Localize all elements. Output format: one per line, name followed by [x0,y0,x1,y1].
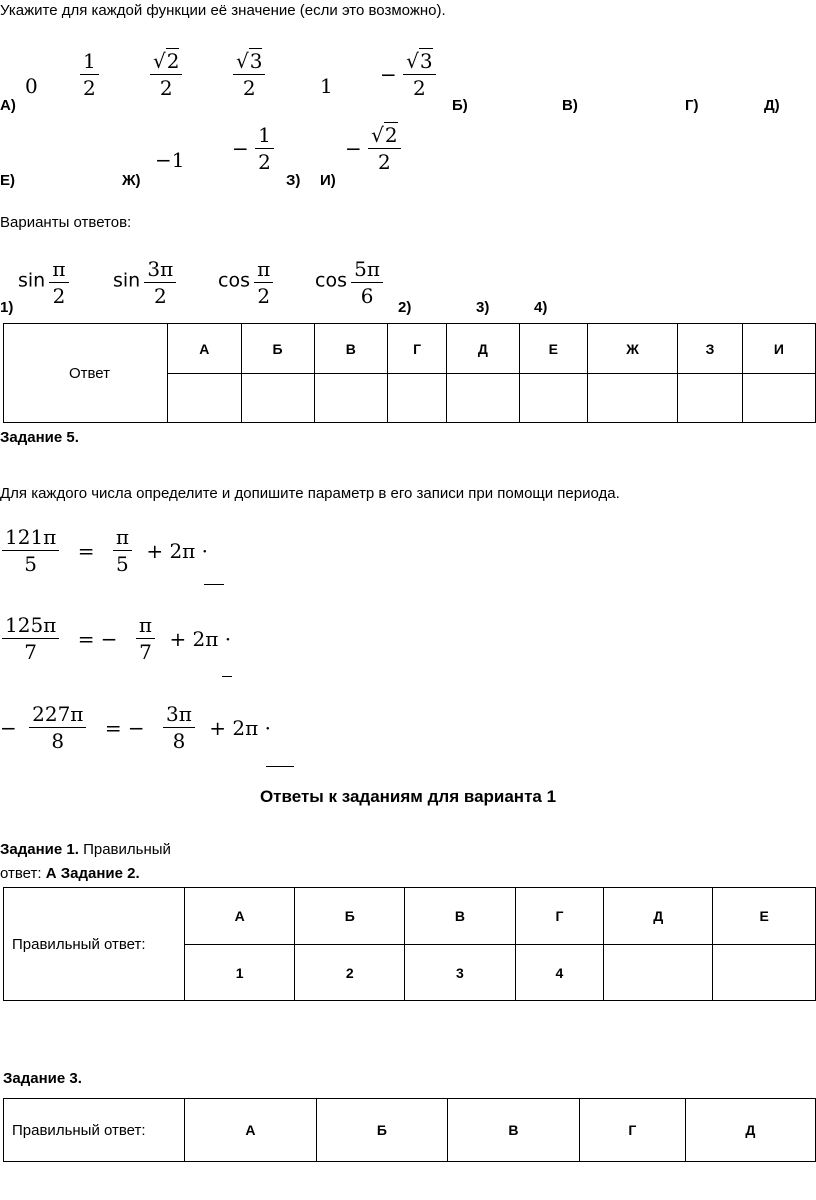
task1-answer-line-2: ответ: А Задание 2. [0,865,140,882]
answer-cell[interactable] [168,374,242,423]
value-neg-sqrt3-over-2: − $\frac{√3}{2}$ [380,48,436,101]
table-header: А [185,888,295,945]
answer-cell[interactable] [519,374,587,423]
answer-cell[interactable] [678,374,743,423]
answer-cell[interactable] [447,374,520,423]
function-4: cos $\frac{5\pi}{6}$ [315,256,383,309]
value-half: $\frac{1}{2}$ [80,48,99,101]
letter-zh: Ж) [122,172,141,189]
value-zero: 0 [25,74,38,98]
value-neg-half: − $\frac{1}{2}$ [232,122,274,175]
task1-answer-line: Задание 1. Правильный [0,841,171,858]
table-header: Е [519,324,587,374]
letter-g: Г) [685,97,699,114]
task5-title: Задание 5. [0,429,79,446]
option-1: 1) [0,299,14,316]
table-header: Д [685,1099,815,1162]
option-2: 2) [398,299,412,316]
table-header: В [314,324,388,374]
table-header: Г [579,1099,685,1162]
table-header: Г [388,324,447,374]
task3-title: Задание 3. [3,1070,82,1087]
value-sqrt2-over-2: $\frac{√2}{2}$ [150,48,182,101]
answer-blank[interactable] [222,658,232,677]
letter-v: В) [562,97,578,114]
correct-answer-label: Правильный ответ: [4,1099,185,1162]
answer-cell[interactable] [588,374,678,423]
correct-answer-label: Правильный ответ: [4,888,185,1001]
answer-cell[interactable] [742,374,815,423]
table-header: З [678,324,743,374]
value-sqrt3-over-2: $\frac{√3}{2}$ [233,48,265,101]
function-2: sin $\frac{3\pi}{2}$ [113,256,176,309]
table-header: В [447,1099,579,1162]
answer-value [604,945,713,1001]
value-one: 1 [320,74,333,98]
table-header: Б [316,1099,447,1162]
task3-answer-table [3,1098,816,1162]
table-header: Г [515,888,604,945]
answer-value: 3 [405,945,515,1001]
task2-answer-table [3,887,816,1001]
answer-value [713,945,816,1001]
letter-a: А) [0,97,16,114]
table-header: Б [295,888,405,945]
option-3: 3) [476,299,490,316]
answer-cell[interactable] [388,374,447,423]
task5-instruction: Для каждого числа определите и допишите параметр в его записи при помощи периода. [0,485,620,502]
value-neg-one: −1 [155,148,185,172]
table-header: Д [447,324,520,374]
letter-z: З) [286,172,301,189]
equation-2: $\frac{125\pi}{7}$ = − $\frac{\pi}{7}$ + 2π · [2,612,231,665]
function-3: cos $\frac{\pi}{2}$ [218,256,273,309]
answers-title: Ответы к заданиям для варианта 1 [259,787,557,806]
answer-cell[interactable] [314,374,388,423]
letter-d: Д) [764,97,780,114]
answer-row-label: Ответ [4,324,168,423]
letter-i: И) [320,172,336,189]
task4-instruction: Укажите для каждой функции её значение (если это возможно). [0,2,446,19]
table-header: А [168,324,242,374]
letter-e: Е) [0,172,15,189]
table-header: Е [713,888,816,945]
option-4: 4) [534,299,548,316]
answer-value: 1 [185,945,295,1001]
table-header: Ж [588,324,678,374]
variants-title: Варианты ответов: [0,214,132,231]
equation-3: − $\frac{227\pi}{8}$ = − $\frac{3\pi}{8}$ + 2π · [0,702,271,753]
table-header: А [185,1099,317,1162]
answer-value: 4 [515,945,604,1001]
answer-blank[interactable] [266,748,294,767]
letter-b: Б) [452,97,468,114]
function-1: sin $\frac{\pi}{2}$ [18,256,69,309]
table-header: В [405,888,515,945]
equation-1: $\frac{121\pi}{5}$ = $\frac{\pi}{5}$ + 2π · [2,524,208,577]
answer-cell[interactable] [241,374,314,423]
answer-blank[interactable] [204,566,224,585]
task4-answer-table [3,323,816,423]
table-header: И [742,324,815,374]
table-header: Б [241,324,314,374]
table-header: Д [604,888,713,945]
answer-value: 2 [295,945,405,1001]
value-neg-sqrt2-over-2: − $\frac{√2}{2}$ [345,122,401,175]
